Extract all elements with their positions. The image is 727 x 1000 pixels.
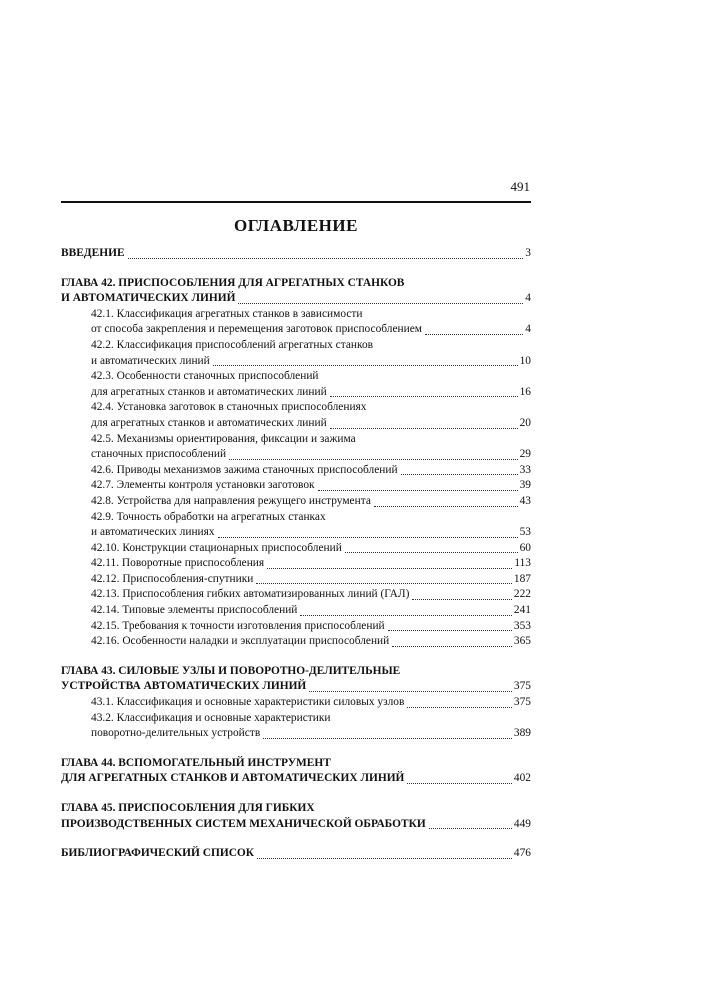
toc-chapter-entry[interactable] <box>61 664 531 695</box>
toc-section-entry[interactable] <box>61 711 531 742</box>
dot-leader <box>330 427 518 429</box>
toc-entry-text: ГЛАВА 45. ПРИСПОСОБЛЕНИЯ ДЛЯ ГИБКИХ <box>61 802 315 814</box>
toc-section-entry[interactable] <box>61 432 531 463</box>
toc-entry-text: 42.11. Поворотные приспособления <box>91 557 265 570</box>
dot-leader <box>388 629 512 631</box>
dot-leader <box>256 582 512 584</box>
toc-page-number: 449 <box>513 817 531 830</box>
toc-section-entry[interactable] <box>61 634 531 650</box>
dot-leader <box>300 614 512 616</box>
dot-leader <box>392 645 512 647</box>
dot-leader <box>257 857 512 859</box>
dot-leader <box>309 690 512 692</box>
dot-leader <box>412 598 512 600</box>
dot-leader <box>128 257 524 259</box>
dot-leader <box>213 364 518 366</box>
toc-chapter-entry[interactable] <box>61 276 531 307</box>
toc-entry-text: 42.9. Точность обработки на агрегатных станках <box>91 510 326 523</box>
toc-title: ОГЛАВЛЕНИЕ <box>234 216 358 235</box>
dot-leader <box>267 567 512 569</box>
toc-entry-text: 42.3. Особенности станочных приспособлений <box>91 370 319 383</box>
header-rule <box>61 201 531 203</box>
toc-section-entry[interactable] <box>61 587 531 603</box>
toc-section-entry[interactable] <box>61 619 531 635</box>
toc-entry-text: 43.2. Классификация и основные характеристики <box>91 711 331 724</box>
toc-entry-text: 42.16. Особенности наладки и эксплуатации приспособлений <box>91 635 390 648</box>
toc-page-number: 4 <box>525 292 531 305</box>
toc-section-entry[interactable] <box>61 510 531 541</box>
toc-section-entry[interactable] <box>61 463 531 479</box>
toc-entry-text: ПРОИЗВОДСТВЕННЫХ СИСТЕМ МЕХАНИЧЕСКОЙ ОБРАБОТКИ <box>61 817 426 830</box>
toc-page-number: 402 <box>513 772 531 785</box>
toc-entry-text: 42.15. Требования к точности изготовления приспособлений <box>91 619 385 632</box>
dot-leader <box>401 473 518 475</box>
dot-leader <box>263 737 512 739</box>
toc-section-entry[interactable] <box>61 572 531 588</box>
toc-entry-text: 42.2. Классификация приспособлений агрегатных станков <box>91 338 374 351</box>
page-number: 491 <box>510 179 530 194</box>
toc-entry-text: ДЛЯ АГРЕГАТНЫХ СТАНКОВ И АВТОМАТИЧЕСКИХ ЛИНИЙ <box>61 772 405 785</box>
dot-leader <box>429 827 512 829</box>
toc-page-number: 187 <box>513 572 531 585</box>
toc-page-number: 33 <box>519 463 531 476</box>
toc-page-number: 20 <box>519 416 531 429</box>
section-gap <box>61 787 531 801</box>
toc-entry-text: 42.14. Типовые элементы приспособлений <box>91 604 298 617</box>
toc-chapter-entry[interactable] <box>61 846 531 862</box>
toc-section-entry[interactable] <box>61 556 531 572</box>
toc-chapter-entry[interactable] <box>61 246 531 262</box>
dot-leader <box>238 302 523 304</box>
toc-chapter-entry[interactable] <box>61 756 531 787</box>
toc-page-number: 476 <box>513 847 531 860</box>
toc-page-number: 10 <box>519 354 531 367</box>
dot-leader <box>318 489 518 491</box>
toc-section-entry[interactable] <box>61 478 531 494</box>
section-gap <box>61 650 531 664</box>
toc-page-number: 222 <box>513 588 531 601</box>
dot-leader <box>407 706 512 708</box>
toc-entry-text: ВВЕДЕНИЕ <box>61 247 125 259</box>
toc-entry-text: 42.4. Установка заготовок в станочных приспособлениях <box>91 401 367 414</box>
dot-leader <box>374 505 518 507</box>
toc-entry-text: БИБЛИОГРАФИЧЕСКИЙ СПИСОК <box>61 847 255 860</box>
toc-page-number: 353 <box>513 619 531 632</box>
toc-entry-text: для агрегатных станков и автоматических линий <box>91 385 327 398</box>
toc-entry-text: для агрегатных станков и автоматических линий <box>91 416 327 429</box>
toc-section-entry[interactable] <box>61 695 531 711</box>
dot-leader <box>407 782 511 784</box>
toc-chapter-entry[interactable] <box>61 801 531 832</box>
toc-entry-text: 42.1. Классификация агрегатных станков в зависимости <box>91 307 363 320</box>
section-gap <box>61 742 531 756</box>
toc-entry-text: 42.8. Устройства для направления режущего инструмента <box>91 494 371 507</box>
toc-entry-text: от способа закрепления и перемещения заготовок приспособлением <box>91 323 422 336</box>
toc-page-number: 53 <box>519 526 531 539</box>
toc-page-number: 4 <box>525 323 531 336</box>
toc-entry-text: и автоматических линиях <box>91 526 215 539</box>
toc-entry-text: 42.10. Конструкции стационарных приспособлений <box>91 541 342 554</box>
toc-entry-text: 42.12. Приспособления-спутники <box>91 572 254 585</box>
section-gap <box>61 832 531 846</box>
toc-entry-text: ГЛАВА 44. ВСПОМОГАТЕЛЬНЫЙ ИНСТРУМЕНТ <box>61 756 331 769</box>
toc-section-entry[interactable] <box>61 338 531 369</box>
dot-leader <box>218 536 518 538</box>
toc-page-number: 389 <box>513 727 531 740</box>
toc-page-number: 43 <box>519 494 531 507</box>
toc-page-number: 241 <box>513 604 531 617</box>
section-gap <box>61 262 531 276</box>
toc-entry-text: поворотно-делительных устройств <box>91 727 261 740</box>
toc-page-number: 375 <box>513 696 531 709</box>
toc-section-entry[interactable] <box>61 400 531 431</box>
table-of-contents <box>61 246 531 862</box>
dot-leader <box>345 551 518 553</box>
toc-page-number: 16 <box>519 385 531 398</box>
toc-entry-text: 43.1. Классификация и основные характеристики силовых узлов <box>91 696 405 709</box>
toc-page-number: 60 <box>519 541 531 554</box>
toc-entry-text: 42.13. Приспособления гибких автоматизированных линий (ГАЛ) <box>91 588 410 601</box>
toc-section-entry[interactable] <box>61 369 531 400</box>
toc-page-number: 3 <box>525 247 531 259</box>
toc-entry-text: 42.7. Элементы контроля установки заготовок <box>91 479 315 492</box>
toc-entry-text: УСТРОЙСТВА АВТОМАТИЧЕСКИХ ЛИНИЙ <box>61 680 307 693</box>
toc-entry-text: И АВТОМАТИЧЕСКИХ ЛИНИЙ <box>61 292 236 305</box>
toc-section-entry[interactable] <box>61 603 531 619</box>
toc-section-entry[interactable] <box>61 494 531 510</box>
toc-entry-text: станочных приспособлений <box>91 448 227 461</box>
toc-section-entry[interactable] <box>61 307 531 338</box>
toc-page-number: 375 <box>513 680 531 693</box>
toc-page-number: 29 <box>519 448 531 461</box>
toc-section-entry[interactable] <box>61 541 531 557</box>
toc-entry-text: 42.5. Механизмы ориентирования, фиксации и зажима <box>91 432 356 445</box>
dot-leader <box>425 333 523 335</box>
toc-page-number: 365 <box>513 635 531 648</box>
toc-page-number: 39 <box>519 479 531 492</box>
toc-entry-text: ГЛАВА 42. ПРИСПОСОБЛЕНИЯ ДЛЯ АГРЕГАТНЫХ СТАНКОВ <box>61 276 405 289</box>
toc-entry-text: 42.6. Приводы механизмов зажима станочных приспособлений <box>91 463 398 476</box>
toc-page-number: 113 <box>514 557 531 570</box>
dot-leader <box>330 395 518 397</box>
dot-leader <box>229 458 518 460</box>
toc-entry-text: ГЛАВА 43. СИЛОВЫЕ УЗЛЫ И ПОВОРОТНО-ДЕЛИТЕЛЬНЫЕ <box>61 664 401 677</box>
toc-entry-text: и автоматических линий <box>91 354 210 367</box>
